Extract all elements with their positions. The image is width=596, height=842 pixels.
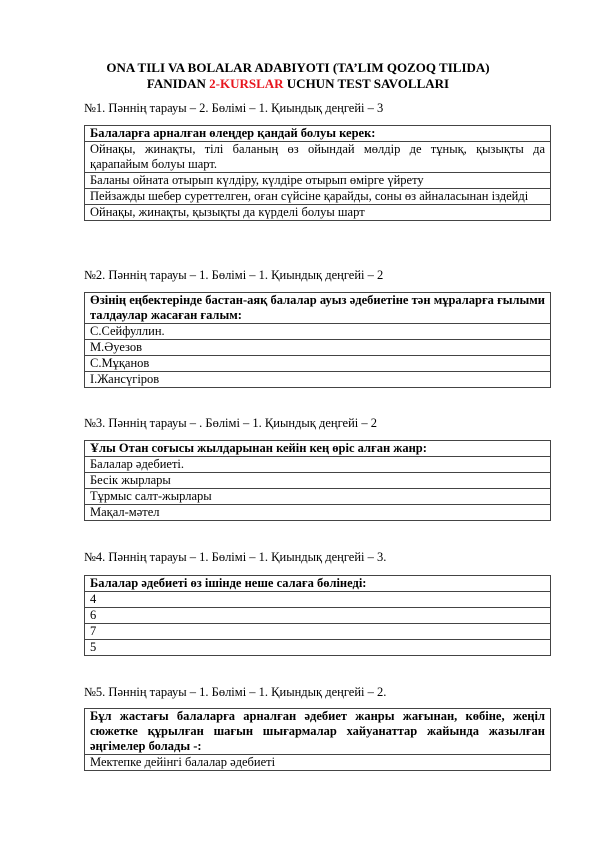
question-4-option-3: 7 bbox=[85, 624, 551, 640]
question-1-option-2: Баланы ойната отырып күлдіру, күлдіре отырып өмірге үйрету bbox=[85, 173, 551, 189]
question-2-option-1: С.Сейфуллин. bbox=[85, 324, 551, 340]
question-4-option-4: 5 bbox=[85, 640, 551, 656]
question-1-header: №1. Пәннің тарауы – 2. Бөлімі – 1. Қиындық деңгейі – 3 bbox=[84, 101, 384, 115]
question-5-header: №5. Пәннің тарауы – 1. Бөлімі – 1. Қиындық деңгейі – 2. bbox=[84, 685, 387, 699]
question-4-option-1: 4 bbox=[85, 592, 551, 608]
question-3-table bbox=[84, 440, 551, 521]
title-line-2-end: UCHUN TEST SAVOLLARI bbox=[283, 76, 450, 91]
title-line-2 bbox=[60, 76, 536, 92]
question-5-option-1: Мектепке дейінгі балалар әдебиеті bbox=[85, 755, 551, 771]
question-4-header: №4. Пәннің тарауы – 1. Бөлімі – 1. Қиындық деңгейі – 3. bbox=[84, 550, 387, 564]
question-2-header: №2. Пәннің тарауы – 1. Бөлімі – 1. Қиындық деңгейі – 2 bbox=[84, 268, 384, 282]
question-3-option-3: Тұрмыс салт-жырлары bbox=[85, 489, 551, 505]
question-3-header: №3. Пәннің тарауы – . Бөлімі – 1. Қиындық деңгейі – 2 bbox=[84, 416, 378, 430]
course-highlight: 2-KURSLAR bbox=[209, 76, 284, 91]
question-3-option-1: Балалар әдебиеті. bbox=[85, 457, 551, 473]
title-line-1: ONA TILI VA BOLALAR ADABIYOTI (TA’LIM QOZOQ TILIDA) bbox=[106, 60, 490, 75]
question-1-option-1: Ойнақы, жинақты, тілі баланың өз ойындай мөлдір де тұнық, қызықты да қарапайым болуы шарт. bbox=[85, 142, 551, 173]
question-3-option-2: Бесік жырлары bbox=[85, 473, 551, 489]
document-title bbox=[60, 60, 536, 92]
title-line-2-start: FANIDAN bbox=[146, 76, 210, 91]
question-4-stem: Балалар әдебиеті өз ішінде неше салаға бөлінеді: bbox=[85, 576, 551, 592]
question-1-option-4: Ойнақы, жинақты, қызықты да күрделі болуы шарт bbox=[85, 205, 551, 221]
question-4-table bbox=[84, 575, 551, 656]
question-3-stem: Ұлы Отан соғысы жылдарынан кейін кең өріс алған жанр: bbox=[85, 441, 551, 457]
question-1-option-3: Пейзажды шебер суреттелген, оған сүйсіне қарайды, соны өз айналасынан іздейді bbox=[85, 189, 551, 205]
question-2-option-4: І.Жансүгіров bbox=[85, 372, 551, 388]
question-4-option-2: 6 bbox=[85, 608, 551, 624]
question-5-table bbox=[84, 708, 551, 771]
question-1-table bbox=[84, 125, 551, 221]
question-3-option-4: Мақал-мәтел bbox=[85, 505, 551, 521]
question-2-option-3: С.Мұқанов bbox=[85, 356, 551, 372]
question-2-stem: Өзінің еңбектерінде бастан-аяқ балалар ауыз әдебиетіне тән мұраларға ғылыми талдаулар жасаған ғалым: bbox=[85, 293, 551, 324]
question-5-stem: Бұл жастағы балаларға арналған әдебиет жанры жағынан, көбіне, жеңіл сюжетке құрылған шағын шығармалар хайуанаттар жайында жазылған әңгімелер болады -: bbox=[85, 709, 551, 755]
question-1-stem: Балаларға арналған өлеңдер қандай болуы керек: bbox=[85, 126, 551, 142]
question-2-option-2: М.Әуезов bbox=[85, 340, 551, 356]
question-2-table bbox=[84, 292, 551, 388]
